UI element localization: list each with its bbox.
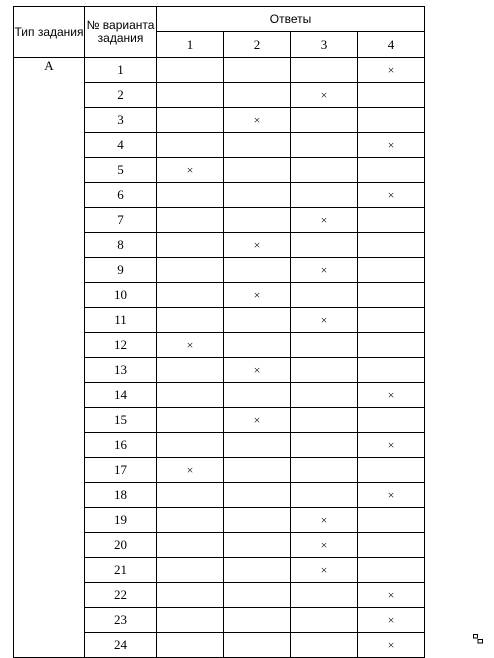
answer-cell-2 [224, 108, 291, 133]
answer-cell-4 [358, 108, 425, 133]
answer-mark: × [320, 562, 328, 577]
variant-number-cell: 11 [85, 308, 157, 333]
answer-cell-1 [157, 583, 224, 608]
answer-cell-3 [291, 383, 358, 408]
variant-number-cell: 7 [85, 208, 157, 233]
answer-mark: × [387, 387, 395, 402]
answer-cell-4 [358, 158, 425, 183]
answer-cell-2 [224, 608, 291, 633]
answer-cell-4 [358, 633, 425, 658]
answer-cell-1 [157, 83, 224, 108]
answer-cell-3 [291, 633, 358, 658]
answer-mark: × [320, 262, 328, 277]
answer-cell-1 [157, 433, 224, 458]
answer-cell-2 [224, 308, 291, 333]
header-row [14, 7, 425, 32]
answer-cell-3 [291, 458, 358, 483]
answer-cell-1 [157, 258, 224, 283]
answer-cell-3 [291, 433, 358, 458]
answer-cell-3 [291, 83, 358, 108]
answer-cell-2 [224, 233, 291, 258]
variant-number-cell: 14 [85, 383, 157, 408]
header-variant-number: № варианта задания [85, 7, 157, 58]
answer-cell-3 [291, 558, 358, 583]
answer-cell-4 [358, 408, 425, 433]
variant-number-cell: 23 [85, 608, 157, 633]
header-answers: Ответы [157, 7, 425, 32]
variant-number-cell: 9 [85, 258, 157, 283]
answer-mark: × [253, 112, 261, 127]
answer-cell-1 [157, 508, 224, 533]
answer-cell-1 [157, 383, 224, 408]
answer-cell-1 [157, 458, 224, 483]
variant-number-cell: 2 [85, 83, 157, 108]
answer-cell-1 [157, 58, 224, 83]
answer-cell-4 [358, 283, 425, 308]
variant-number-cell: 17 [85, 458, 157, 483]
answer-cell-4 [358, 58, 425, 83]
answer-col-3: 3 [291, 32, 358, 58]
answer-mark: × [186, 162, 194, 177]
answers-table [13, 6, 425, 658]
answer-cell-1 [157, 233, 224, 258]
answer-cell-2 [224, 508, 291, 533]
answer-cell-2 [224, 483, 291, 508]
answer-cell-3 [291, 408, 358, 433]
answer-cell-1 [157, 183, 224, 208]
answer-cell-4 [358, 333, 425, 358]
answer-cell-4 [358, 508, 425, 533]
variant-number-cell: 1 [85, 58, 157, 83]
answer-cell-3 [291, 208, 358, 233]
variant-number-cell: 18 [85, 483, 157, 508]
answer-cell-2 [224, 83, 291, 108]
answer-mark: × [320, 537, 328, 552]
answer-cell-1 [157, 333, 224, 358]
answer-mark: × [387, 487, 395, 502]
answer-cell-2 [224, 58, 291, 83]
header-task-type: Тип задания [14, 7, 85, 58]
answer-mark: × [253, 362, 261, 377]
answer-cell-2 [224, 533, 291, 558]
answer-mark: × [253, 287, 261, 302]
answer-cell-1 [157, 283, 224, 308]
answer-cell-2 [224, 283, 291, 308]
answer-mark: × [320, 512, 328, 527]
variant-number-cell: 16 [85, 433, 157, 458]
answer-cell-2 [224, 358, 291, 383]
answer-cell-4 [358, 233, 425, 258]
variant-number-cell: 13 [85, 358, 157, 383]
variant-number-cell: 19 [85, 508, 157, 533]
variant-number-cell: 10 [85, 283, 157, 308]
table-row [14, 58, 425, 83]
answer-cell-1 [157, 633, 224, 658]
answer-col-2: 2 [224, 32, 291, 58]
answer-cell-2 [224, 433, 291, 458]
answer-cell-4 [358, 183, 425, 208]
variant-number-cell: 4 [85, 133, 157, 158]
variant-number-cell: 3 [85, 108, 157, 133]
answer-cell-3 [291, 108, 358, 133]
answer-cell-2 [224, 583, 291, 608]
variant-number-cell: 24 [85, 633, 157, 658]
answer-cell-2 [224, 183, 291, 208]
answer-cell-2 [224, 633, 291, 658]
answer-mark: × [320, 312, 328, 327]
answer-mark: × [253, 412, 261, 427]
answer-cell-1 [157, 608, 224, 633]
variant-number-cell: 6 [85, 183, 157, 208]
variant-number-cell: 20 [85, 533, 157, 558]
answer-cell-3 [291, 583, 358, 608]
answer-cell-3 [291, 258, 358, 283]
answer-cell-4 [358, 308, 425, 333]
answer-cell-2 [224, 383, 291, 408]
variant-number-cell: 21 [85, 558, 157, 583]
answer-cell-2 [224, 258, 291, 283]
answer-cell-1 [157, 133, 224, 158]
answer-cell-4 [358, 383, 425, 408]
answer-mark: × [387, 637, 395, 652]
answer-cell-1 [157, 208, 224, 233]
answer-cell-3 [291, 158, 358, 183]
answer-mark: × [186, 337, 194, 352]
answer-mark: × [387, 62, 395, 77]
answer-cell-4 [358, 533, 425, 558]
answer-cell-1 [157, 533, 224, 558]
answer-cell-4 [358, 83, 425, 108]
answer-cell-3 [291, 183, 358, 208]
answer-cell-3 [291, 283, 358, 308]
answer-cell-1 [157, 408, 224, 433]
answer-cell-4 [358, 558, 425, 583]
answer-mark: × [186, 462, 194, 477]
answer-cell-1 [157, 308, 224, 333]
answer-cell-2 [224, 208, 291, 233]
task-type-cell: A [14, 58, 85, 658]
answer-cell-4 [358, 358, 425, 383]
answer-mark: × [387, 612, 395, 627]
answer-mark: × [320, 212, 328, 227]
answer-cell-3 [291, 58, 358, 83]
answer-mark: × [387, 137, 395, 152]
answer-col-4: 4 [358, 32, 425, 58]
answer-cell-1 [157, 558, 224, 583]
answer-cell-2 [224, 408, 291, 433]
answer-cell-1 [157, 158, 224, 183]
answer-cell-3 [291, 483, 358, 508]
answer-cell-4 [358, 458, 425, 483]
answer-cell-3 [291, 308, 358, 333]
answer-col-1: 1 [157, 32, 224, 58]
answer-cell-1 [157, 108, 224, 133]
answer-cell-4 [358, 258, 425, 283]
variant-number-cell: 22 [85, 583, 157, 608]
answer-cell-3 [291, 233, 358, 258]
variant-number-cell: 12 [85, 333, 157, 358]
table-body [14, 58, 425, 658]
answer-cell-2 [224, 158, 291, 183]
answer-cell-4 [358, 608, 425, 633]
answer-mark: × [387, 437, 395, 452]
answer-cell-3 [291, 133, 358, 158]
answer-cell-2 [224, 133, 291, 158]
variant-number-cell: 5 [85, 158, 157, 183]
answer-cell-3 [291, 358, 358, 383]
answer-cell-4 [358, 433, 425, 458]
answer-cell-3 [291, 333, 358, 358]
table-resize-handle-icon[interactable] [473, 634, 483, 644]
answer-cell-4 [358, 208, 425, 233]
answer-cell-4 [358, 483, 425, 508]
answer-cell-4 [358, 583, 425, 608]
answer-cell-3 [291, 533, 358, 558]
answer-mark: × [320, 87, 328, 102]
answer-cell-1 [157, 358, 224, 383]
answer-cell-3 [291, 608, 358, 633]
answer-cell-4 [358, 133, 425, 158]
answer-cell-2 [224, 333, 291, 358]
answer-cell-2 [224, 558, 291, 583]
answer-mark: × [387, 187, 395, 202]
answer-mark: × [387, 587, 395, 602]
variant-number-cell: 8 [85, 233, 157, 258]
answer-cell-1 [157, 483, 224, 508]
answer-cell-2 [224, 458, 291, 483]
variant-number-cell: 15 [85, 408, 157, 433]
answer-cell-3 [291, 508, 358, 533]
answer-mark: × [253, 237, 261, 252]
